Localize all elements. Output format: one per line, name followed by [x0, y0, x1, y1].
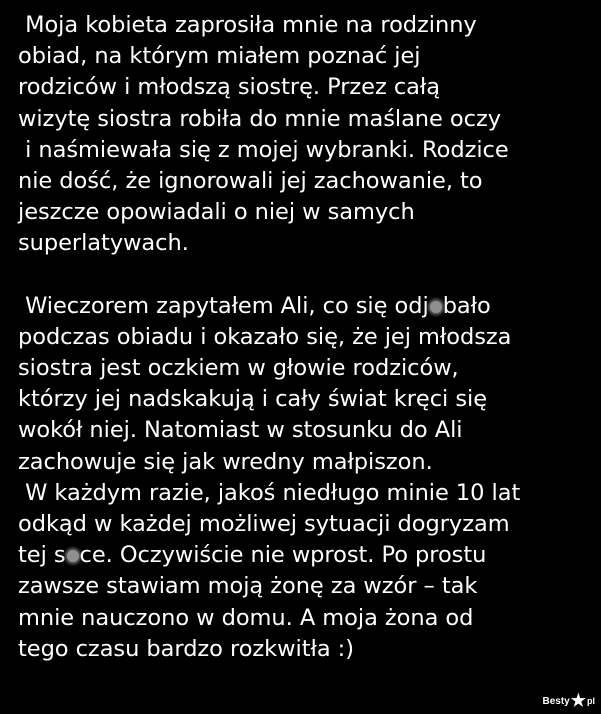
- censor-blur-icon: [430, 301, 442, 313]
- text-line: obiad, na którym miałem poznać jej: [18, 43, 421, 70]
- text-line: odkąd w każdej możliwej sytuacji dogryzam: [18, 511, 510, 538]
- text-line: siostra jest oczkiem w głowie rodziców,: [18, 355, 459, 382]
- text-line: [18, 291, 596, 322]
- text-line: nie dość, że ignorowali jej zachowanie, to: [18, 168, 483, 195]
- text-line: superlatywach.: [18, 230, 189, 257]
- watermark-brand: Besty: [542, 695, 570, 707]
- paragraph-spacer: [18, 260, 596, 291]
- text-line: jeszcze opowiadali o niej w samych: [18, 199, 415, 226]
- watermark-tld: pl: [587, 696, 595, 706]
- text-line: wizytę siostra robiła do mnie maślane oczy: [18, 105, 501, 132]
- text-line: [18, 540, 596, 571]
- paragraph-2: [18, 291, 596, 665]
- censor-blur-icon: [67, 550, 79, 562]
- text-fragment: ce. Oczywiście nie wprost. Po prostu: [79, 542, 487, 569]
- text-line: rodziców i młodszą siostrę. Przez całą: [18, 74, 440, 101]
- text-line: wokół niej. Natomiast w stosunku do Ali: [18, 417, 463, 444]
- text-fragment: tej s: [18, 542, 66, 569]
- text-line: tego czasu bardzo rozkwitła :): [18, 635, 354, 662]
- text-line: i naśmiewała się z mojej wybranki. Rodzice: [18, 136, 509, 163]
- story-text: [18, 10, 596, 665]
- text-line: zachowuje się jak wredny małpiszon.: [18, 448, 433, 475]
- text-line: mnie nauczono w domu. A moja żona od: [18, 604, 474, 631]
- paragraph-1: [18, 10, 596, 260]
- site-watermark: [542, 691, 596, 710]
- star-icon: ★: [570, 691, 586, 710]
- text-line: W każdym razie, jakoś niedługo minie 10 lat: [18, 479, 521, 506]
- text-line: którzy jej nadskakują i cały świat kręci się: [18, 386, 487, 413]
- text-line: Moja kobieta zaprosiła mnie na rodzinny: [18, 12, 477, 38]
- text-fragment: Wieczorem zapytałem Ali, co się odj: [18, 292, 429, 319]
- text-line: zawsze stawiam moją żonę za wzór – tak: [18, 573, 478, 600]
- text-fragment: bało: [442, 292, 491, 319]
- text-line: podczas obiadu i okazało się, że jej młodsza: [18, 323, 512, 350]
